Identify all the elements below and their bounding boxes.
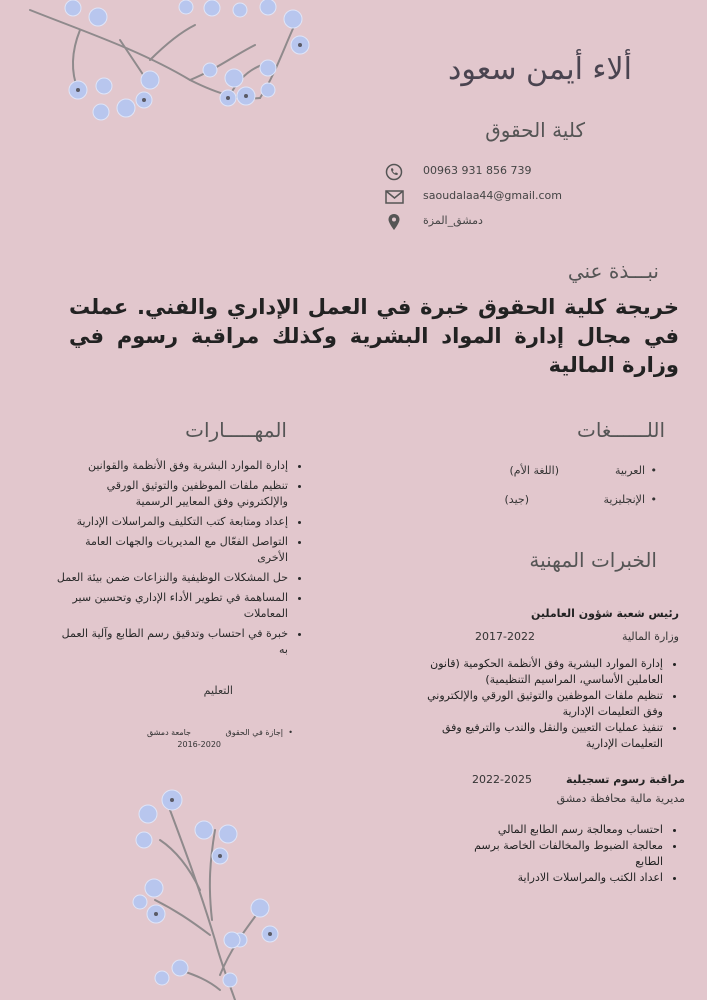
contact-location bbox=[385, 213, 575, 231]
skills-list bbox=[53, 458, 302, 662]
list-item: • تنظيم ملفات الموظفين والتوثيق الورقي والإلكتروني وفق التعليمات الإدارية bbox=[423, 688, 663, 720]
language-name: العربية bbox=[614, 464, 645, 477]
education-heading: التعليم bbox=[203, 684, 233, 697]
list-item: • تنفيذ عمليات التعيين والنقل والندب والترفيع وفق التعليمات الإدارية bbox=[423, 720, 663, 752]
list-item: • المساهمة في تطوير الأداء الإداري وتحسين سير المعاملات bbox=[53, 590, 288, 622]
education-degree: إجازة في الحقوق bbox=[225, 728, 283, 737]
flower-branch-bottom-icon bbox=[120, 790, 300, 1000]
education-item: • إجازة في الحقوق جامعة دمشق bbox=[146, 728, 293, 737]
list-item: • التواصل الفعّال مع المديريات والجهات العامة الأخرى bbox=[53, 534, 288, 566]
language-name: الإنجليزية bbox=[603, 493, 645, 506]
email-address: saoudalaa44@gmail.com bbox=[423, 189, 562, 202]
job-org: وزارة المالية bbox=[622, 630, 679, 643]
job-years: 2017-2022 bbox=[475, 630, 535, 643]
job-title: رئيس شعبة شؤون العاملين bbox=[530, 607, 679, 620]
language-row-english: • الإنجليزية (جيد) bbox=[504, 493, 657, 506]
job-duties-list bbox=[423, 656, 679, 752]
language-level: (اللغة الأم) bbox=[509, 464, 559, 477]
phone-icon bbox=[385, 163, 405, 181]
education-university: جامعة دمشق bbox=[146, 728, 191, 737]
contact-email[interactable] bbox=[385, 188, 575, 206]
contact-phone[interactable] bbox=[385, 163, 575, 181]
job-title: مراقبة رسوم تسجيلية bbox=[566, 773, 685, 786]
languages-heading: اللــــــغات bbox=[577, 418, 665, 442]
list-item: • إدارة الموارد البشرية وفق الأنظمة والقوانين bbox=[53, 458, 288, 474]
list-item: • خبرة في احتساب وتدقيق رسم الطابع وآلية العمل به bbox=[53, 626, 288, 658]
about-heading: نبـــذة عني bbox=[567, 259, 659, 283]
job-org: مديرية مالية محافظة دمشق bbox=[556, 792, 685, 805]
experience-heading: الخبرات المهنية bbox=[529, 548, 657, 572]
person-name: ألاء أيمن سعود bbox=[448, 52, 632, 87]
language-row-arabic: • العربية (اللغة الأم) bbox=[509, 464, 657, 477]
college-name: كلية الحقوق bbox=[485, 118, 585, 142]
language-level: (جيد) bbox=[504, 493, 529, 506]
list-item: • إدارة الموارد البشرية وفق الأنظمة الحكومية (قانون العاملين الأساسي، المراسيم التنظيمية) bbox=[423, 656, 663, 688]
flower-branch-top-icon bbox=[0, 0, 320, 125]
list-item: • معالجة الضبوط والمخالفات الخاصة برسم الطابع bbox=[473, 838, 663, 870]
phone-number: 00963 931 856 739 bbox=[423, 164, 532, 177]
skills-heading: المهـــــارات bbox=[185, 418, 287, 442]
job-years: 2022-2025 bbox=[472, 773, 532, 786]
list-item: • احتساب ومعالجة رسم الطابع المالي bbox=[473, 822, 663, 838]
list-item: • حل المشكلات الوظيفية والنزاعات ضمن بيئة العمل bbox=[53, 570, 288, 586]
envelope-icon bbox=[385, 188, 405, 206]
list-item: • اعداد الكتب والمراسلات الادراية bbox=[473, 870, 663, 886]
map-pin-icon bbox=[385, 213, 405, 231]
education-years: 2016-2020 bbox=[177, 740, 221, 749]
job-duties-list bbox=[473, 822, 679, 886]
location-text: دمشق_المزة bbox=[423, 214, 483, 227]
list-item: • إعداد ومتابعة كتب التكليف والمراسلات الإدارية bbox=[53, 514, 288, 530]
about-text: خريجة كلية الحقوق خبرة في العمل الإداري والفني. عملت في مجال إدارة المواد البشرية وكذلك مراقبة رسوم في وزارة المالية bbox=[69, 295, 679, 377]
list-item: • تنظيم ملفات الموظفين والتوثيق الورقي والإلكتروني وفق المعايير الرسمية bbox=[53, 478, 288, 510]
